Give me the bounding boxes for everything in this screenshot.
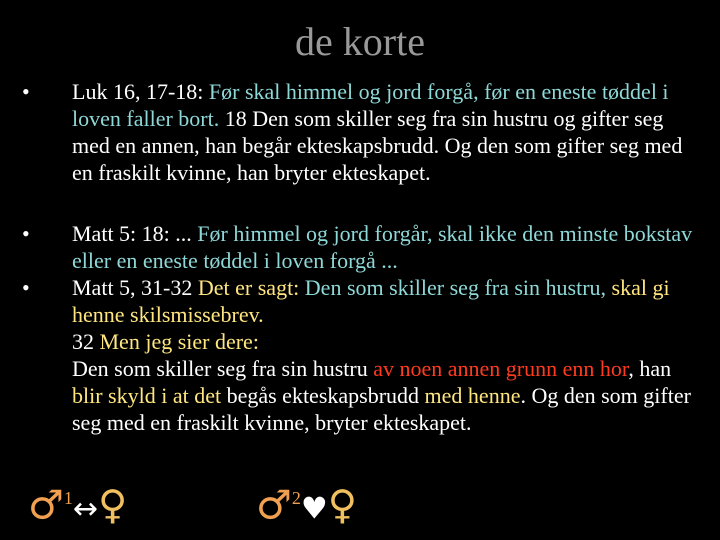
verse-32-adultery: begås ekteskapsbrudd [226,383,420,408]
symbol-group-right [256,474,357,533]
bullet-marker: • [22,221,30,246]
male-symbol-icon: ♂ [256,482,292,529]
bullet-matt-5-31 [72,274,702,436]
symbol-group-left [28,474,127,533]
symbol-number: 1 [63,488,73,508]
matt-518-quote: Før himmel og jord forgår, skal ikke den minste bokstav eller en eneste tøddel i loven forgå ... [72,221,693,273]
matt-518-reference: Matt 5: 18: ... [72,221,192,246]
female-symbol-icon: ♀ [98,482,128,529]
verse-32-with-her: med henne [424,383,521,408]
matt-531-letter: skal gi henne skilsmissebrev. [72,275,670,327]
luke-quote-1: Før skal himmel og jord forgå, før en eneste tøddel i loven faller bort. [72,79,669,131]
verse-32-part-1: Den som skiller seg fra sin hustru [72,356,368,381]
male-symbol-icon: ♂ [28,482,64,529]
female-symbol-icon: ♀ [327,482,358,529]
matt-531-reference: Matt 5, 31-32 [72,275,193,300]
luke-reference: Luk 16, 17-18: [72,79,204,104]
luke-quote-2: 18 Den som skiller seg fra sin hustru og gifter seg med en annen, han begår ekteskapsbrudd. Og den som gifter seg med en fraskilt kvinne, han bryter ekteskapet. [72,106,683,185]
heart-icon: ♥ [300,491,328,527]
double-arrow-icon: ↔ [72,491,98,527]
bullet-marker: • [22,79,30,104]
slide-title: de korte [295,19,425,64]
bullet-luke [72,78,702,186]
bullet-matt-5-18 [72,220,702,274]
verse-32-exception: av noen annen grunn enn hor [373,356,629,381]
symbol-number: 2 [291,488,301,508]
verse-32-number: 32 [72,329,94,354]
bullet-marker: • [22,275,30,300]
verse-32-han: han [639,356,672,381]
verse-32-end: . Og den som gifter seg med en fraskilt kvinne, bryter ekteskapet. [72,383,691,435]
verse-32-guilt: blir skyld i at det [72,383,222,408]
matt-531-said: Det er sagt: [197,275,300,300]
matt-531-quote: Den som skiller seg fra sin hustru, [304,275,607,300]
verse-32-comma: , [628,356,634,381]
verse-32-intro: Men jeg sier dere: [99,329,259,354]
